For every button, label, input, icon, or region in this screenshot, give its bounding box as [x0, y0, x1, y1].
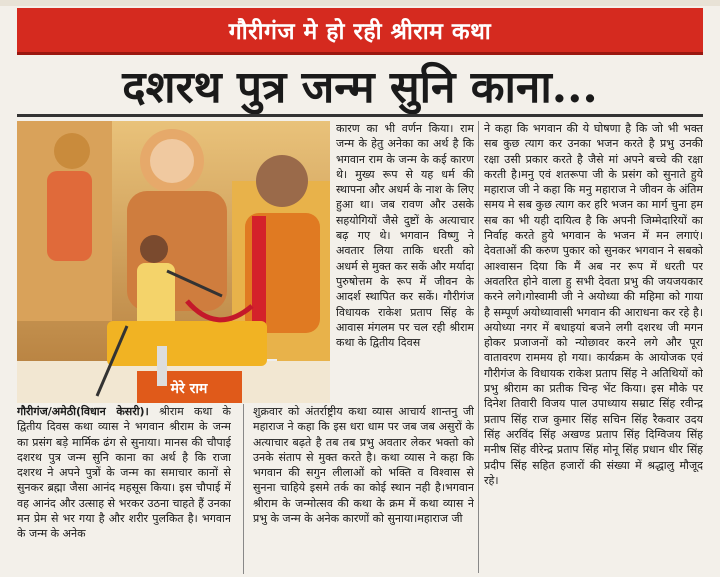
- headline: दशरथ पुत्र जन्म सुनि काना...: [122, 62, 598, 113]
- column-0: [17, 404, 231, 574]
- column-1-bottom: [253, 404, 474, 574]
- headline-rule: [17, 114, 703, 117]
- dateline: गौरीगंज/अमेठी(विधान केसरी)।: [17, 405, 149, 418]
- banner-text: गौरीगंज मे हो रही श्रीराम कथा: [228, 19, 492, 45]
- stage-text: मेरे राम: [170, 381, 208, 397]
- photo-illustration: [17, 121, 330, 403]
- column-rule: [478, 121, 479, 573]
- event-photo: [17, 121, 330, 403]
- column-rule: [243, 404, 244, 574]
- article-lead: श्रीराम कथा के द्वितीय दिवस कथा व्यास ने भगवान श्रीराम के जन्म का प्रसंग बड़े मार्मिक ढंग से सुनाया। मानस की चौपाई दशरथ पुत्र जन्म सुनि काना का अर्थ है कि राजा दशरथ ने अपने पुत्रों के जन्म का समाचार कानों से सुनकर ब्रह्मा जैसा आनंद महसूस किया। इस चौपाई में वह आनंद और उत्साह से भरकर उठना चाहते हैं उनका मन प्रेम से भर गया है और शरीर पुलकित है। भगवान के जन्म के अनेक: [17, 405, 231, 541]
- section-banner: [17, 8, 703, 55]
- article-text: ने कहा कि भगवान की ये घोषणा है कि जो भी भक्त सब कुछ त्याग कर उनका भजन करते है प्रभु उनकी रक्षा उसी प्रकार करते है जैसे मां अपने बच्चे की रक्षा करती है।मनु एवं शतरूपा जी के प्रसंग को सुनाते हुये महाराज जी ने कहा कि मनु महाराज ने जीवन के अंतिम समय मे सब कुछ त्याग कर हरि भजन का मार्ग चुना हम सब का भी यही दायित्व है कि अपनी जिम्मेदारियों का निर्वाह करते हुये भगवान के भजन में मन लगाएं।देवताओं की करुण पुकार को सुनकर भगवान ने सबको आश्वासन दिया कि मैं अब नर रूप में धरती पर अवतरित होने वाला हु सभी देवता प्रभु की जयजयकार करने लगे।गोस्वामी जी ने अयोध्या की महिमा को गाया है सम्पूर्ण अयोध्यावासी भगवान की आराधना कर रहे है।अयोध्या नगर में बधाइयां बजने लगी दशरथ जी मगन होकर प्रजाजनों को न्योछावर करने लगे और पूरा वातावरण राममय हो गया। कार्यक्रम के आयोजक एवं गौरीगंज के विधायक राकेश प्रताप सिंह ने अतिथियों को प्रभु श्रीराम का प्रतीक चिन्ह भेंट किया। इस मौके पर दिनेश तिवारी विजय पाल उपाध्याय सम्राट सिंह रवीन्द्र प्रताप सिंह राज कुमार सिंह सचिन सिंह रैकवार उदय सिंह अरविंद सिंह अखण्ड प्रताप सिंह दिग्विजय सिंह मनीष सिंह वीरेन्द्र प्रताप सिंह मोनू सिंह प्रधान धीर सिंह प्रदीप सिंह सहित हजारों की संख्या में श्रद्धालु मौजूद रहे।: [484, 122, 703, 487]
- page-top-strip: [0, 0, 720, 6]
- column-1-top: [336, 121, 474, 403]
- article-text: शुक्रवार को अंतर्राष्ट्रीय कथा व्यास आचार्य शान्तनु जी महाराज ने कहा कि इस धरा धाम पर जब जब असुरों के अत्याचार बढ़ते है तब तब प्रभु अवतार लेकर भक्तो को उनके संताप से मुक्त करते है। कथा व्यास ने कहा कि भगवान की सगुन लीलाओं को भक्ति व विश्वास से सुनना चाहिये इसमे तर्क का कोई स्थान नही है।भगवान श्रीराम के जन्मोत्सव की कथा के क्रम में कथा व्यास ने प्रभु के जन्म के अनेक कारणों को सुनाया।महाराज जी: [253, 405, 474, 526]
- article-text: कारण का भी वर्णन किया। राम जन्म के हेतु अनेका का अर्थ है कि भगवान राम के जन्म के कई कारण थे। मुख्य रूप से यह धर्म की स्थापना और अधर्म के नाश के लिए हुआ था। जब रावण और उसके सहयोगियों जैसे दुष्टों के अत्याचार बढ़ गए थे। भगवान विष्णु ने अवतार लिया ताकि धरती को अधर्म से मुक्त कर सकें और मर्यादा पुरुषोत्तम के रूप में जीवन के आदर्श स्थापित कर सकें। गौरीगंज विधायक राकेश प्रताप सिंह के आवास मंगलम पर चल रही श्रीराम कथा के द्वितीय दिवस: [336, 122, 474, 350]
- column-2: [484, 121, 703, 571]
- article-text: [17, 404, 231, 542]
